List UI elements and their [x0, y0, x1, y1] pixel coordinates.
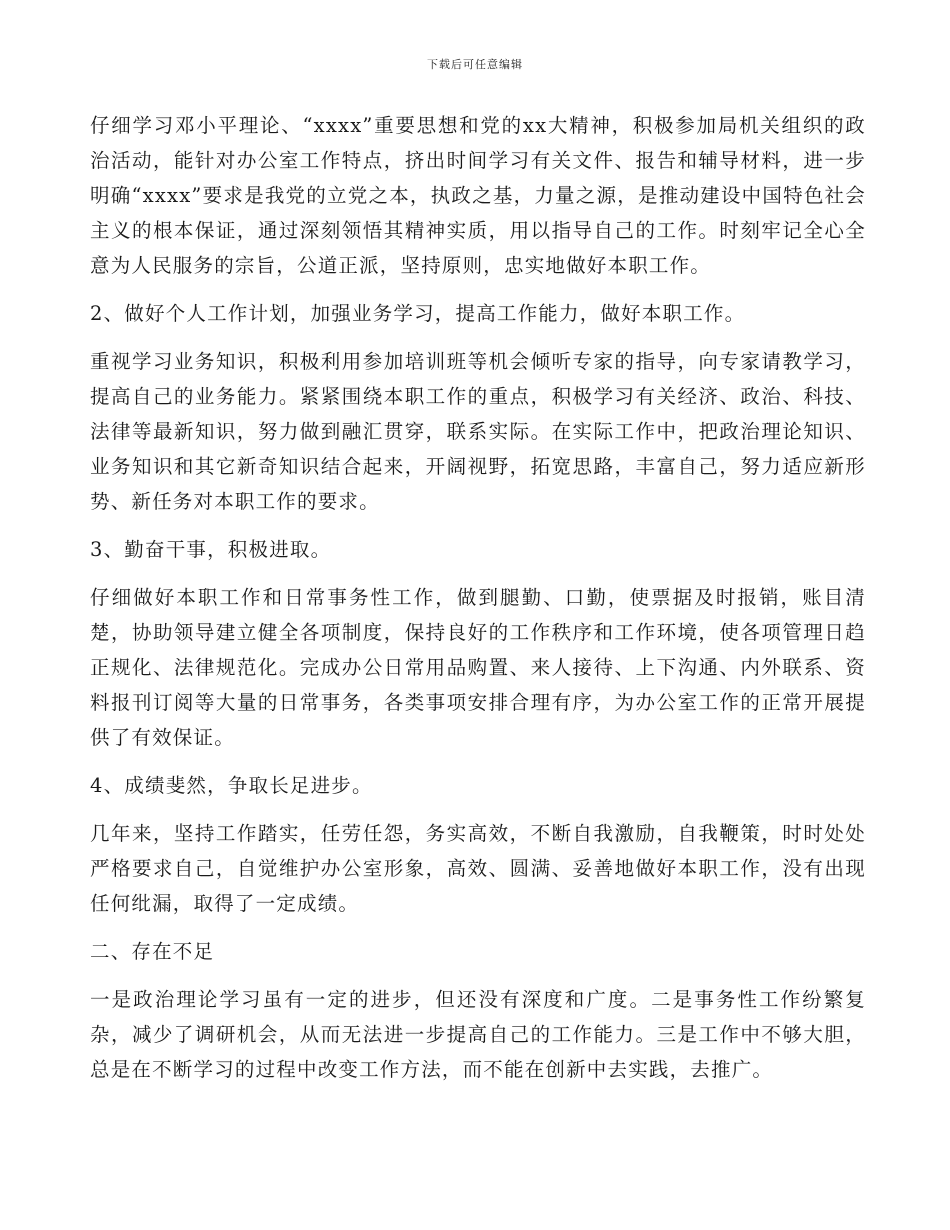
paragraph-study-theory: 仔细学习邓小平理论、“xxxx”重要思想和党的xx大精神，积极参加局机关组织的政治活动，能针对办公室工作特点，挤出时间学习有关文件、报告和辅导材料，进一步明确“xxxx”要求是我党的立党之本，执政之基，力量之源，是推动建设中国特色社会主义的根本保证，通过深刻领悟其精神实质，用以指导自己的工作。时刻牢记全心全意为人民服务的宗旨，公道正派，坚持原则，忠实地做好本职工作。 — [90, 114, 866, 277]
section-heading-achievements: 4、成绩斐然，争取长足进步。 — [90, 774, 373, 797]
paragraph-achievements: 几年来，坚持工作踏实，任劳任怨，务实高效，不断自我激励，自我鞭策，时时处处严格要求自己，自觉维护办公室形象，高效、圆满、妥善地做好本职工作，没有出现任何纰漏，取得了一定成绩。 — [90, 822, 866, 915]
paragraph-shortcomings: 一是政治理论学习虽有一定的进步，但还没有深度和广度。二是事务性工作纷繁复杂，减少了调研机会，从而无法进一步提高自己的工作能力。三是工作中不够大胆，总是在不断学习的过程中改变工作方法，而不能在创新中去实践，去推广。 — [90, 988, 866, 1081]
paragraph-daily-affairs: 仔细做好本职工作和日常事务性工作，做到腿勤、口勤，使票据及时报销，账目清楚，协助领导建立健全各项制度，保持良好的工作秩序和工作环境，使各项管理日趋正规化、法律规范化。完成办公日常用品购置、来人接待、上下沟通、内外联系、资料报刊订阅等大量的日常事务，各类事项安排合理有序，为办公室工作的正常开展提供了有效保证。 — [90, 586, 866, 749]
section-heading-diligence: 3、勤奋干事，积极进取。 — [90, 538, 332, 561]
page-header-note: 下载后可任意编辑 — [427, 58, 523, 71]
section-heading-work-plan: 2、做好个人工作计划，加强业务学习，提高工作能力，做好本职工作。 — [90, 302, 746, 325]
document-body — [90, 108, 866, 1100]
paragraph-business-study: 重视学习业务知识，积极利用参加培训班等机会倾听专家的指导，向专家请教学习，提高自己的业务能力。紧紧围绕本职工作的重点，积极学习有关经济、政治、科技、法律等最新知识，努力做到融汇贯穿，联系实际。在实际工作中，把政治理论知识、业务知识和其它新奇知识结合起来，开阔视野，拓宽思路，丰富自己，努力适应新形势、新任务对本职工作的要求。 — [90, 350, 866, 513]
section-heading-shortcomings: 二、存在不足 — [90, 940, 215, 963]
